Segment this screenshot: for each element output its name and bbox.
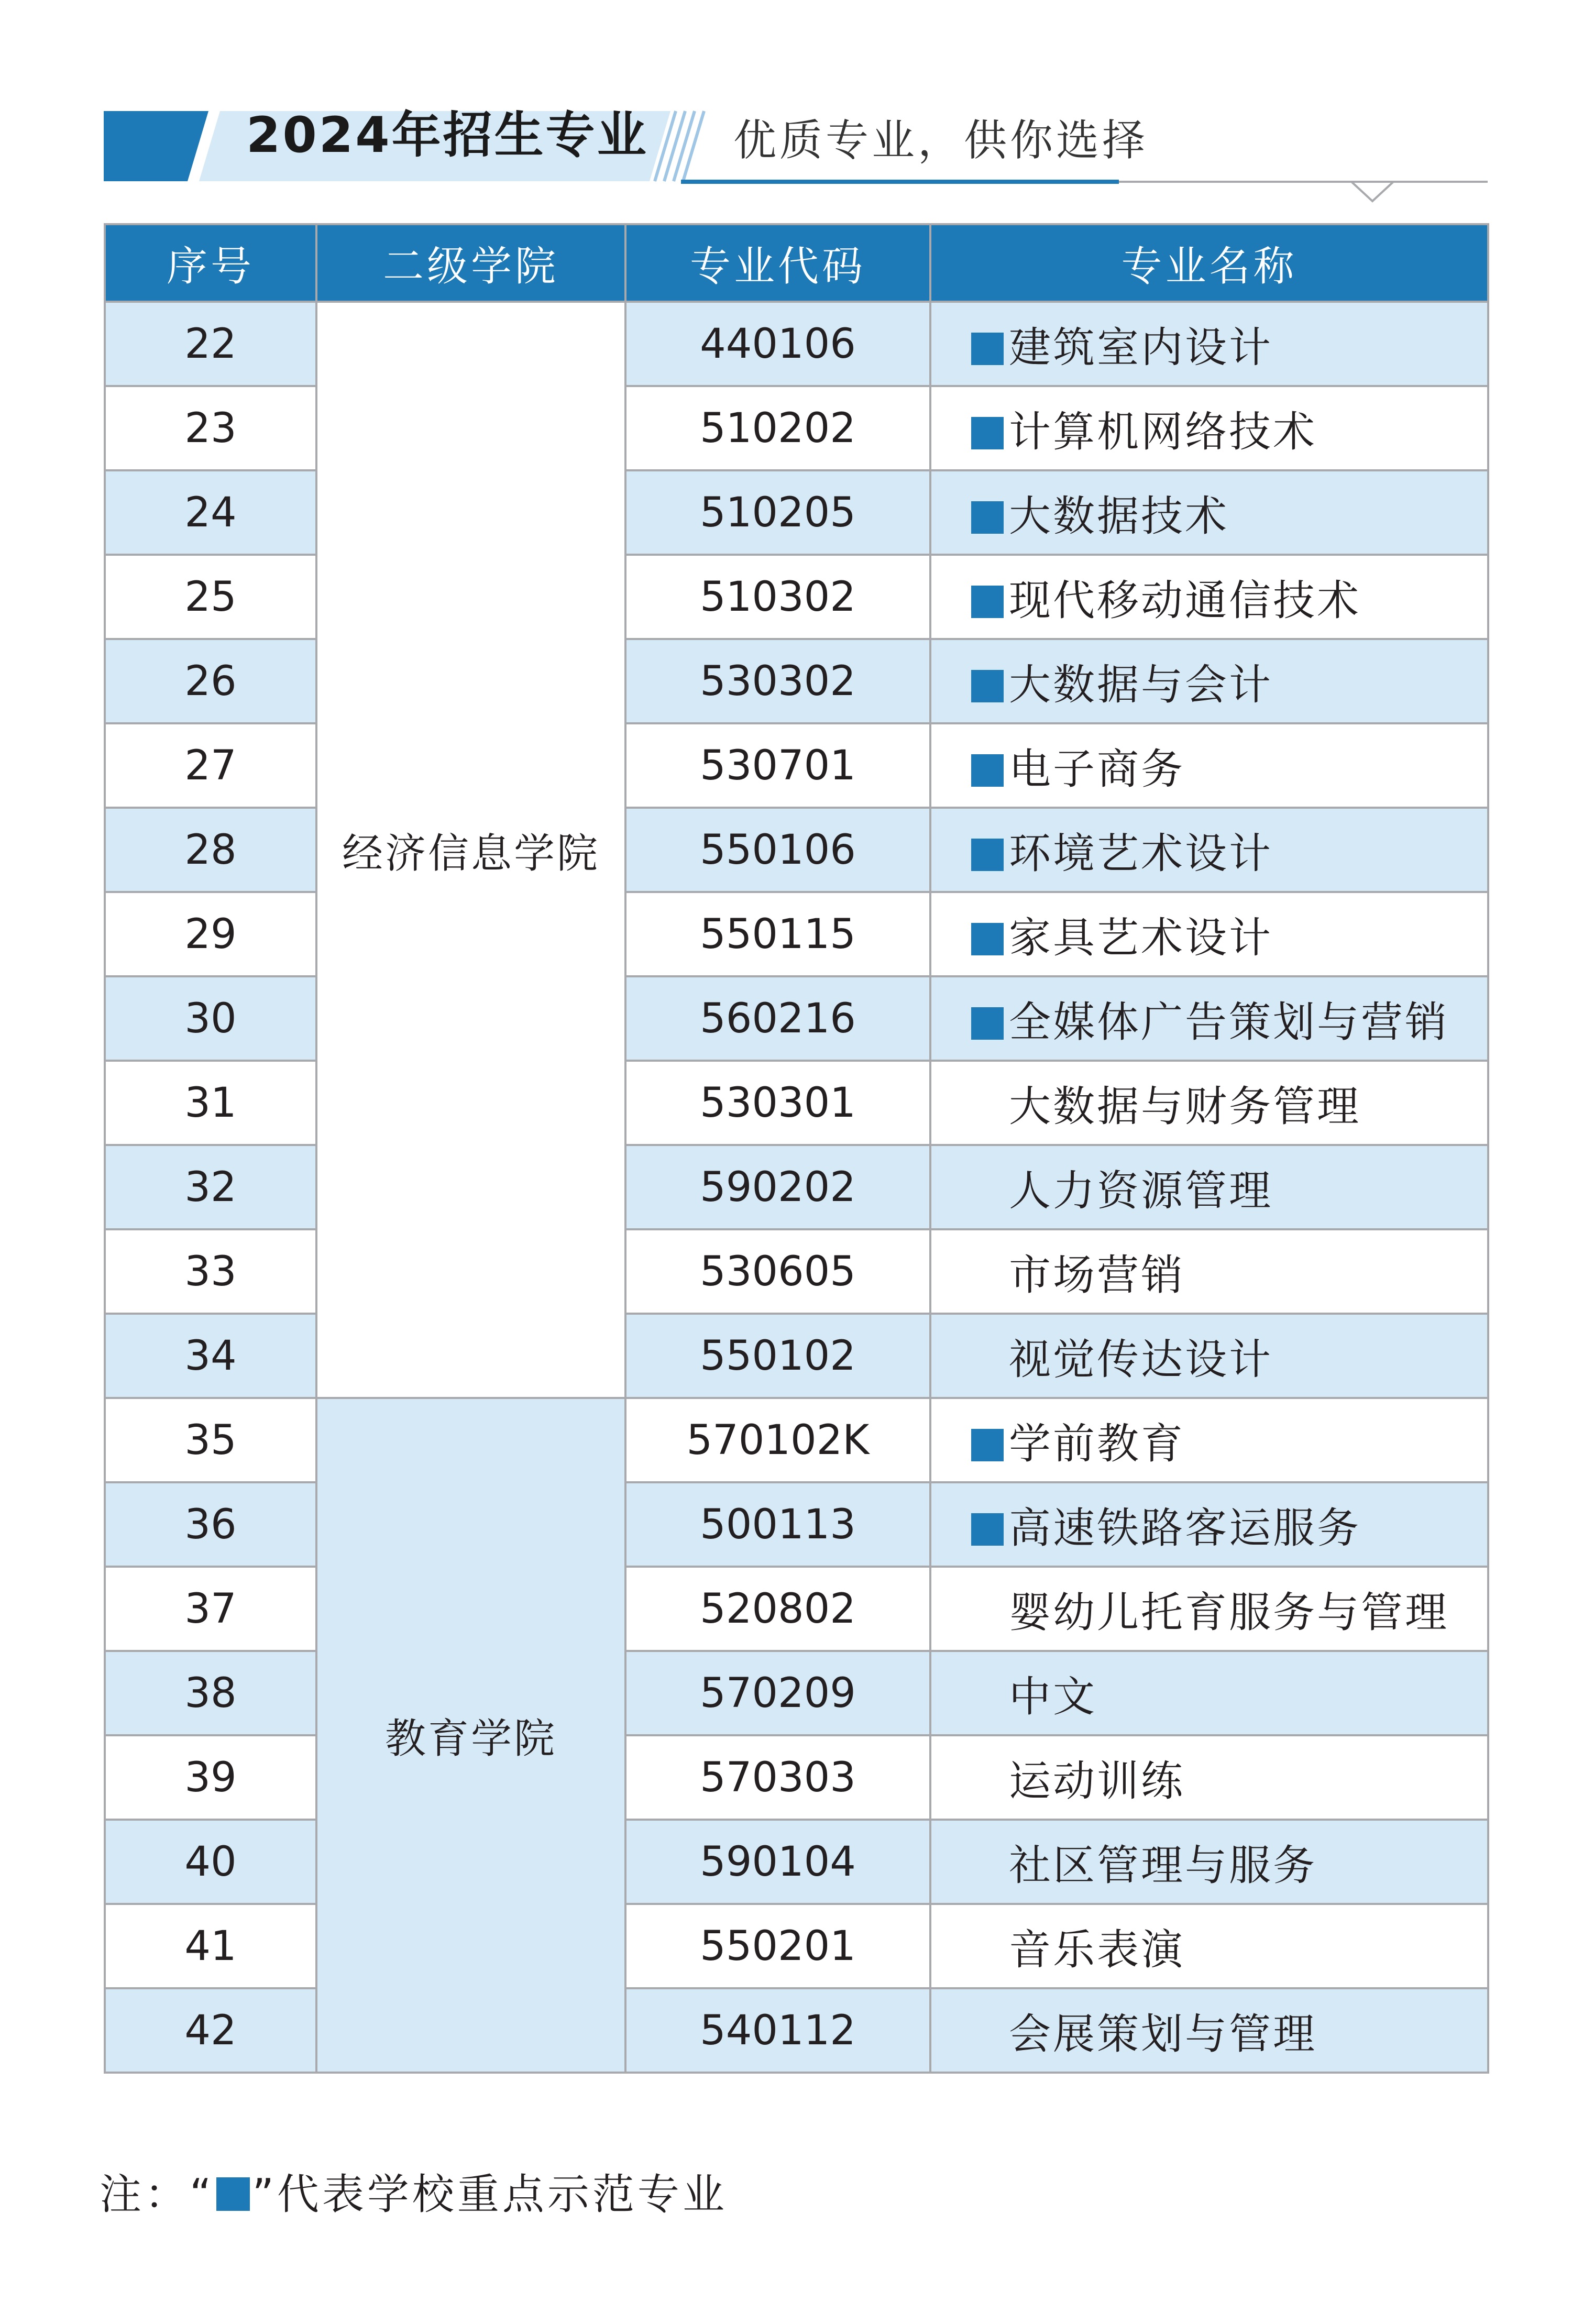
banner-dark-block (104, 111, 208, 181)
note-text: 代表学校重点示范专业 (277, 2170, 728, 2219)
cell-no: 31 (105, 1061, 316, 1145)
blue-square-icon (971, 1007, 1004, 1040)
major-name: 音乐表演 (1009, 1925, 1185, 1974)
cell-code: 550102 (625, 1314, 930, 1398)
major-name: 视觉传达设计 (1009, 1335, 1273, 1384)
blue-square-icon (971, 1429, 1004, 1461)
blue-square-icon (971, 839, 1004, 871)
cell-name (930, 1735, 1488, 1820)
cell-no: 37 (105, 1567, 316, 1651)
cell-code: 560216 (625, 976, 930, 1061)
table-row (105, 1988, 1488, 2073)
table-row (105, 1735, 1488, 1820)
cell-no: 25 (105, 555, 316, 639)
cell-no: 35 (105, 1398, 316, 1482)
cell-code: 520802 (625, 1567, 930, 1651)
table-header-row (105, 224, 1488, 302)
major-name: 市场营销 (1009, 1251, 1185, 1299)
major-name: 建筑室内设计 (1009, 323, 1273, 372)
cell-code: 550201 (625, 1904, 930, 1988)
table-row (105, 976, 1488, 1061)
header-notch (1351, 182, 1393, 201)
cell-code: 530301 (625, 1061, 930, 1145)
marker-spacer (971, 1682, 1004, 1714)
table-row (105, 470, 1488, 555)
cell-name (930, 892, 1488, 976)
blue-square-icon (971, 670, 1004, 702)
note-open-quote: “ (190, 2170, 215, 2219)
cell-no: 36 (105, 1482, 316, 1567)
marker-spacer (971, 2019, 1004, 2052)
column-header-code: 专业代码 (625, 224, 930, 302)
cell-no: 23 (105, 386, 316, 470)
banner-graphic (0, 0, 1572, 220)
note-close-quote: ” (252, 2170, 277, 2219)
cell-code: 540112 (625, 1988, 930, 2073)
blue-square-icon (216, 2177, 250, 2211)
major-name: 学前教育 (1009, 1419, 1185, 1468)
table-row (105, 1061, 1488, 1145)
major-name: 婴幼儿托育服务与管理 (1009, 1588, 1449, 1637)
marker-spacer (971, 1260, 1004, 1293)
marker-spacer (971, 1598, 1004, 1630)
majors-table (104, 223, 1489, 2074)
cell-name (930, 1567, 1488, 1651)
cell-code: 590104 (625, 1820, 930, 1904)
cell-no: 24 (105, 470, 316, 555)
major-name: 电子商务 (1009, 745, 1185, 794)
cell-code: 510202 (625, 386, 930, 470)
column-header-college: 二级学院 (316, 224, 625, 302)
cell-code: 530302 (625, 639, 930, 723)
cell-code: 570209 (625, 1651, 930, 1735)
marker-spacer (971, 1851, 1004, 1883)
table-row (105, 1398, 1488, 1482)
cell-code: 500113 (625, 1482, 930, 1567)
blue-square-icon (971, 501, 1004, 534)
blue-square-icon (971, 923, 1004, 955)
table-row (105, 639, 1488, 723)
table-row (105, 302, 1488, 386)
blue-square-icon (971, 417, 1004, 449)
table-body (105, 302, 1488, 2073)
major-name: 现代移动通信技术 (1009, 576, 1361, 625)
cell-code: 550115 (625, 892, 930, 976)
marker-spacer (971, 1766, 1004, 1799)
cell-code: 550106 (625, 808, 930, 892)
table-row (105, 1567, 1488, 1651)
major-name: 全媒体广告策划与营销 (1009, 998, 1449, 1047)
major-name: 大数据与会计 (1009, 660, 1273, 709)
table-row (105, 1145, 1488, 1229)
cell-no: 40 (105, 1820, 316, 1904)
table-row (105, 808, 1488, 892)
cell-name (930, 1061, 1488, 1145)
cell-no: 28 (105, 808, 316, 892)
cell-code: 570102K (625, 1398, 930, 1482)
blue-square-icon (971, 1513, 1004, 1546)
cell-name (930, 976, 1488, 1061)
major-name: 大数据技术 (1009, 492, 1229, 541)
major-name: 环境艺术设计 (1009, 829, 1273, 878)
cell-name (930, 1988, 1488, 2073)
note-prefix: 注： (100, 2170, 190, 2219)
table-row (105, 723, 1488, 808)
cell-name (930, 470, 1488, 555)
cell-name (930, 1904, 1488, 1988)
cell-name (930, 555, 1488, 639)
marker-spacer (971, 1935, 1004, 1967)
table-row (105, 1229, 1488, 1314)
major-name: 高速铁路客运服务 (1009, 1504, 1361, 1552)
table-row (105, 892, 1488, 976)
cell-no: 34 (105, 1314, 316, 1398)
table-row (105, 1314, 1488, 1398)
cell-name (930, 1651, 1488, 1735)
header-banner (0, 0, 1572, 220)
cell-no: 32 (105, 1145, 316, 1229)
cell-college: 经济信息学院 (316, 302, 625, 1398)
cell-name (930, 1314, 1488, 1398)
cell-code: 510205 (625, 470, 930, 555)
subtitle-underline (681, 180, 1119, 184)
page-subtitle: 优质专业，供你选择 (733, 116, 1149, 166)
table-row (105, 555, 1488, 639)
major-name: 中文 (1009, 1672, 1097, 1721)
blue-square-icon (971, 333, 1004, 365)
cell-no: 26 (105, 639, 316, 723)
cell-name (930, 1482, 1488, 1567)
major-name: 大数据与财务管理 (1009, 1082, 1361, 1131)
cell-name (930, 1398, 1488, 1482)
table-row (105, 1904, 1488, 1988)
cell-no: 22 (105, 302, 316, 386)
cell-code: 570303 (625, 1735, 930, 1820)
cell-code: 530701 (625, 723, 930, 808)
cell-code: 530605 (625, 1229, 930, 1314)
cell-name (930, 302, 1488, 386)
major-name: 计算机网络技术 (1009, 407, 1317, 456)
cell-name (930, 1820, 1488, 1904)
cell-no: 29 (105, 892, 316, 976)
table-row (105, 1651, 1488, 1735)
cell-name (930, 723, 1488, 808)
major-name: 家具艺术设计 (1009, 913, 1273, 962)
table-row (105, 386, 1488, 470)
cell-no: 41 (105, 1904, 316, 1988)
table-row (105, 1820, 1488, 1904)
cell-no: 42 (105, 1988, 316, 2073)
cell-no: 39 (105, 1735, 316, 1820)
marker-spacer (971, 1092, 1004, 1124)
column-header-no: 序号 (105, 224, 316, 302)
major-name: 人力资源管理 (1009, 1166, 1273, 1215)
footnote (100, 2170, 728, 2219)
marker-spacer (971, 1176, 1004, 1208)
cell-no: 30 (105, 976, 316, 1061)
page-title: 2024年招生专业 (246, 107, 648, 164)
blue-square-icon (971, 754, 1004, 787)
cell-name (930, 808, 1488, 892)
cell-name (930, 1145, 1488, 1229)
blue-square-icon (971, 586, 1004, 618)
cell-no: 38 (105, 1651, 316, 1735)
marker-spacer (971, 1345, 1004, 1377)
cell-name (930, 1229, 1488, 1314)
major-name: 社区管理与服务 (1009, 1841, 1317, 1890)
cell-code: 440106 (625, 302, 930, 386)
column-header-name: 专业名称 (930, 224, 1488, 302)
cell-no: 27 (105, 723, 316, 808)
cell-college: 教育学院 (316, 1398, 625, 2073)
cell-code: 590202 (625, 1145, 930, 1229)
major-name: 运动训练 (1009, 1757, 1185, 1805)
cell-name (930, 639, 1488, 723)
major-name: 会展策划与管理 (1009, 2010, 1317, 2058)
cell-code: 510302 (625, 555, 930, 639)
cell-name (930, 386, 1488, 470)
cell-no: 33 (105, 1229, 316, 1314)
table-row (105, 1482, 1488, 1567)
